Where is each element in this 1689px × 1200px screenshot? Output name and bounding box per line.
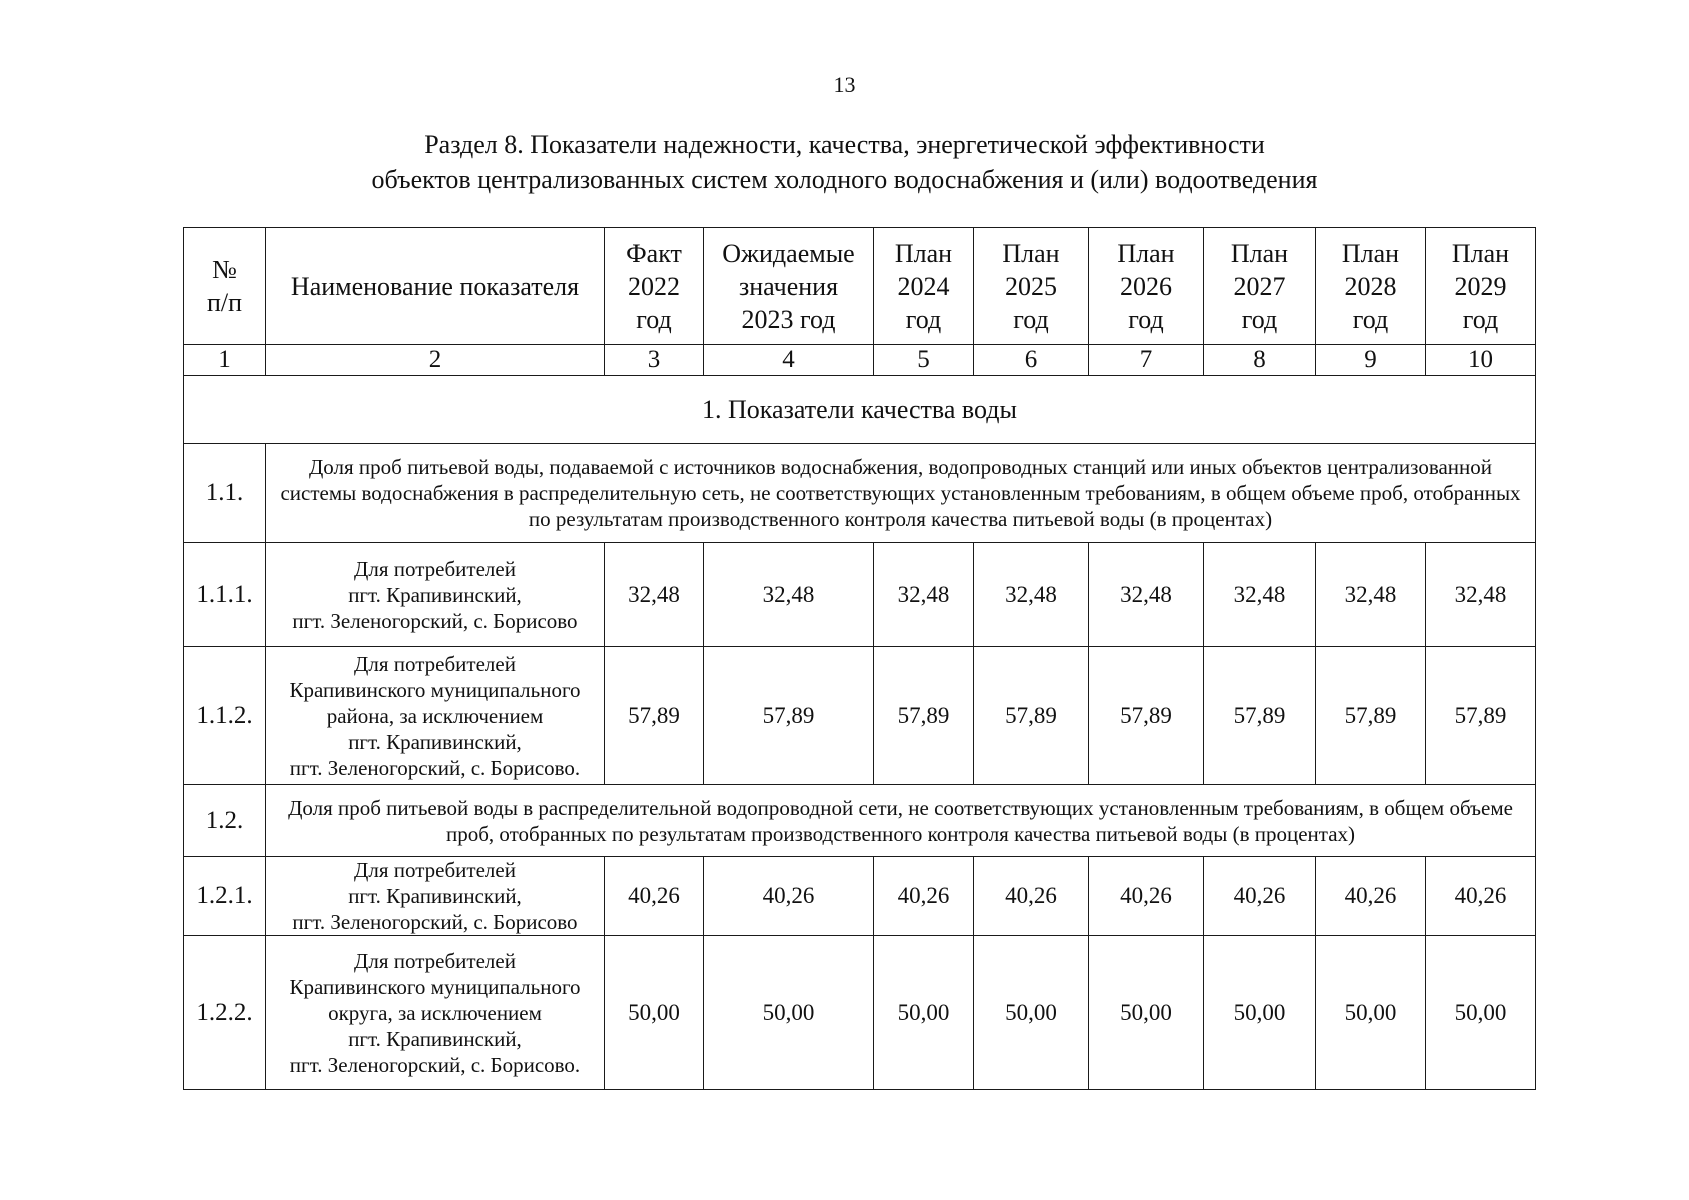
group-description: Доля проб питьевой воды, подаваемой с источников водоснабжения, водопроводных станций или иных объектов централизованной системы водоснабжения в распределительную сеть, не соответствующих установленным требованиям, в общем объеме проб, отобранных по результатам производственного контроля качества питьевой воды (в процентах) [266, 444, 1536, 543]
value-cell: 50,00 [605, 936, 704, 1090]
header-line: План [1451, 238, 1510, 268]
column-number: 1 [184, 345, 266, 376]
row-label-line: округа, за исключением [328, 1000, 542, 1025]
header-expected-2023 [704, 228, 874, 345]
value-cell: 32,48 [1426, 543, 1536, 647]
value-cell: 50,00 [874, 936, 974, 1090]
row-number: 1.2.1. [184, 857, 266, 936]
column-number: 6 [974, 345, 1089, 376]
header-plan-2026 [1089, 228, 1204, 345]
row-number: 1.1.2. [184, 647, 266, 785]
table-row [184, 936, 1536, 1090]
section-title-line-1: Раздел 8. Показатели надежности, качества, энергетической эффективности [424, 130, 1265, 159]
value-cell: 32,48 [605, 543, 704, 647]
value-cell: 50,00 [1089, 936, 1204, 1090]
header-line: год [1462, 304, 1499, 334]
value-cell: 40,26 [1426, 857, 1536, 936]
section-heading: 1. Показатели качества воды [184, 376, 1536, 444]
value-cell: 50,00 [1426, 936, 1536, 1090]
row-label-line: пгт. Зеленогорский, с. Борисово. [289, 755, 581, 780]
value-cell: 40,26 [1204, 857, 1316, 936]
table-header-row [184, 228, 1536, 345]
value-cell: 32,48 [1316, 543, 1426, 647]
group-number: 1.2. [184, 785, 266, 857]
header-fact-2022 [605, 228, 704, 345]
header-line: год [636, 304, 672, 334]
header-line: План [1230, 238, 1289, 268]
value-cell: 57,89 [1204, 647, 1316, 785]
column-number: 10 [1426, 345, 1536, 376]
value-cell: 50,00 [974, 936, 1089, 1090]
header-line: Факт [626, 238, 682, 268]
header-plan-2025 [974, 228, 1089, 345]
group-row [184, 785, 1536, 857]
value-cell: 32,48 [874, 543, 974, 647]
header-line: План [1341, 238, 1400, 268]
header-line: 2027 [1233, 271, 1286, 301]
value-cell: 50,00 [704, 936, 874, 1090]
row-label-line: пгт. Крапивинский, [348, 729, 522, 754]
header-line: год [1352, 304, 1389, 334]
value-cell: 32,48 [1204, 543, 1316, 647]
row-label-line: пгт. Зеленогорский, с. Борисово. [289, 1052, 581, 1077]
row-label-line: пгт. Зеленогорский, с. Борисово [292, 910, 578, 934]
section-row [184, 376, 1536, 444]
header-line: 2025 [1005, 271, 1057, 301]
value-cell: 57,89 [704, 647, 874, 785]
section-title-line-2: объектов централизованных систем холодного водоснабжения и (или) водоотведения [371, 165, 1318, 194]
value-cell: 40,26 [605, 857, 704, 936]
header-line: 2028 [1344, 271, 1397, 301]
row-label-line: Для потребителей [354, 858, 516, 882]
table-row [184, 647, 1536, 785]
value-cell: 32,48 [1089, 543, 1204, 647]
header-plan-2024 [874, 228, 974, 345]
header-line: год [905, 304, 942, 334]
column-numbers-row [184, 345, 1536, 376]
row-label-line: Для потребителей [354, 556, 516, 581]
value-cell: 50,00 [1316, 936, 1426, 1090]
row-label-line: Крапивинского муниципального [289, 677, 581, 702]
header-line: 2026 [1120, 271, 1172, 301]
value-cell: 40,26 [1316, 857, 1426, 936]
header-name: Наименование показателя [266, 228, 605, 345]
value-cell: 32,48 [704, 543, 874, 647]
header-line: План [1002, 238, 1060, 268]
row-label [266, 857, 605, 936]
table-row [184, 857, 1536, 936]
group-row [184, 444, 1536, 543]
column-number: 2 [266, 345, 605, 376]
page-number: 13 [833, 72, 856, 97]
column-number: 9 [1316, 345, 1426, 376]
header-line: План [1117, 238, 1175, 268]
value-cell: 32,48 [974, 543, 1089, 647]
column-number: 5 [874, 345, 974, 376]
row-label [266, 543, 605, 647]
row-label-line: Крапивинского муниципального [289, 974, 581, 999]
row-label-line: района, за исключением [326, 703, 544, 728]
value-cell: 40,26 [704, 857, 874, 936]
value-cell: 40,26 [974, 857, 1089, 936]
value-cell: 50,00 [1204, 936, 1316, 1090]
row-label [266, 647, 605, 785]
value-cell: 57,89 [874, 647, 974, 785]
row-label-line: пгт. Зеленогорский, с. Борисово [292, 608, 578, 633]
value-cell: 40,26 [1089, 857, 1204, 936]
row-label [266, 936, 605, 1090]
column-number: 7 [1089, 345, 1204, 376]
row-number: 1.1.1. [184, 543, 266, 647]
header-line: год [1128, 304, 1164, 334]
column-number: 3 [605, 345, 704, 376]
header-line: значения [738, 271, 839, 301]
header-plan-2029 [1426, 228, 1536, 345]
header-line: План [894, 238, 953, 268]
section-title [0, 127, 1689, 197]
header-line: 2024 [897, 271, 950, 301]
value-cell: 57,89 [974, 647, 1089, 785]
group-description: Доля проб питьевой воды в распределительной водопроводной сети, не соответствующих установленным требованиям, в общем объеме проб, отобранных по результатам производственного контроля качества питьевой воды (в процентах) [266, 785, 1536, 857]
table-row [184, 543, 1536, 647]
header-num [184, 228, 266, 345]
header-line: год [1241, 304, 1278, 334]
value-cell: 40,26 [874, 857, 974, 936]
header-line: 2023 год [741, 304, 836, 334]
indicators-table [183, 227, 1536, 1090]
value-cell: 57,89 [1426, 647, 1536, 785]
value-cell: 57,89 [605, 647, 704, 785]
value-cell: 57,89 [1089, 647, 1204, 785]
column-number: 4 [704, 345, 874, 376]
column-number: 8 [1204, 345, 1316, 376]
row-number: 1.2.2. [184, 936, 266, 1090]
row-label-line: пгт. Крапивинский, [348, 884, 522, 908]
header-plan-2027 [1204, 228, 1316, 345]
row-label-line: Для потребителей [354, 948, 516, 973]
header-line: 2022 [628, 271, 680, 301]
row-label-line: Для потребителей [354, 651, 516, 676]
header-line: 2029 [1454, 271, 1507, 301]
header-line: год [1013, 304, 1049, 334]
row-label-line: пгт. Крапивинский, [348, 582, 522, 607]
header-plan-2028 [1316, 228, 1426, 345]
group-number: 1.1. [184, 444, 266, 543]
header-line: Ожидаемые [722, 238, 855, 268]
value-cell: 57,89 [1316, 647, 1426, 785]
row-label-line: пгт. Крапивинский, [348, 1026, 522, 1051]
header-num-line: № [212, 255, 237, 284]
header-num-line: п/п [206, 288, 243, 317]
